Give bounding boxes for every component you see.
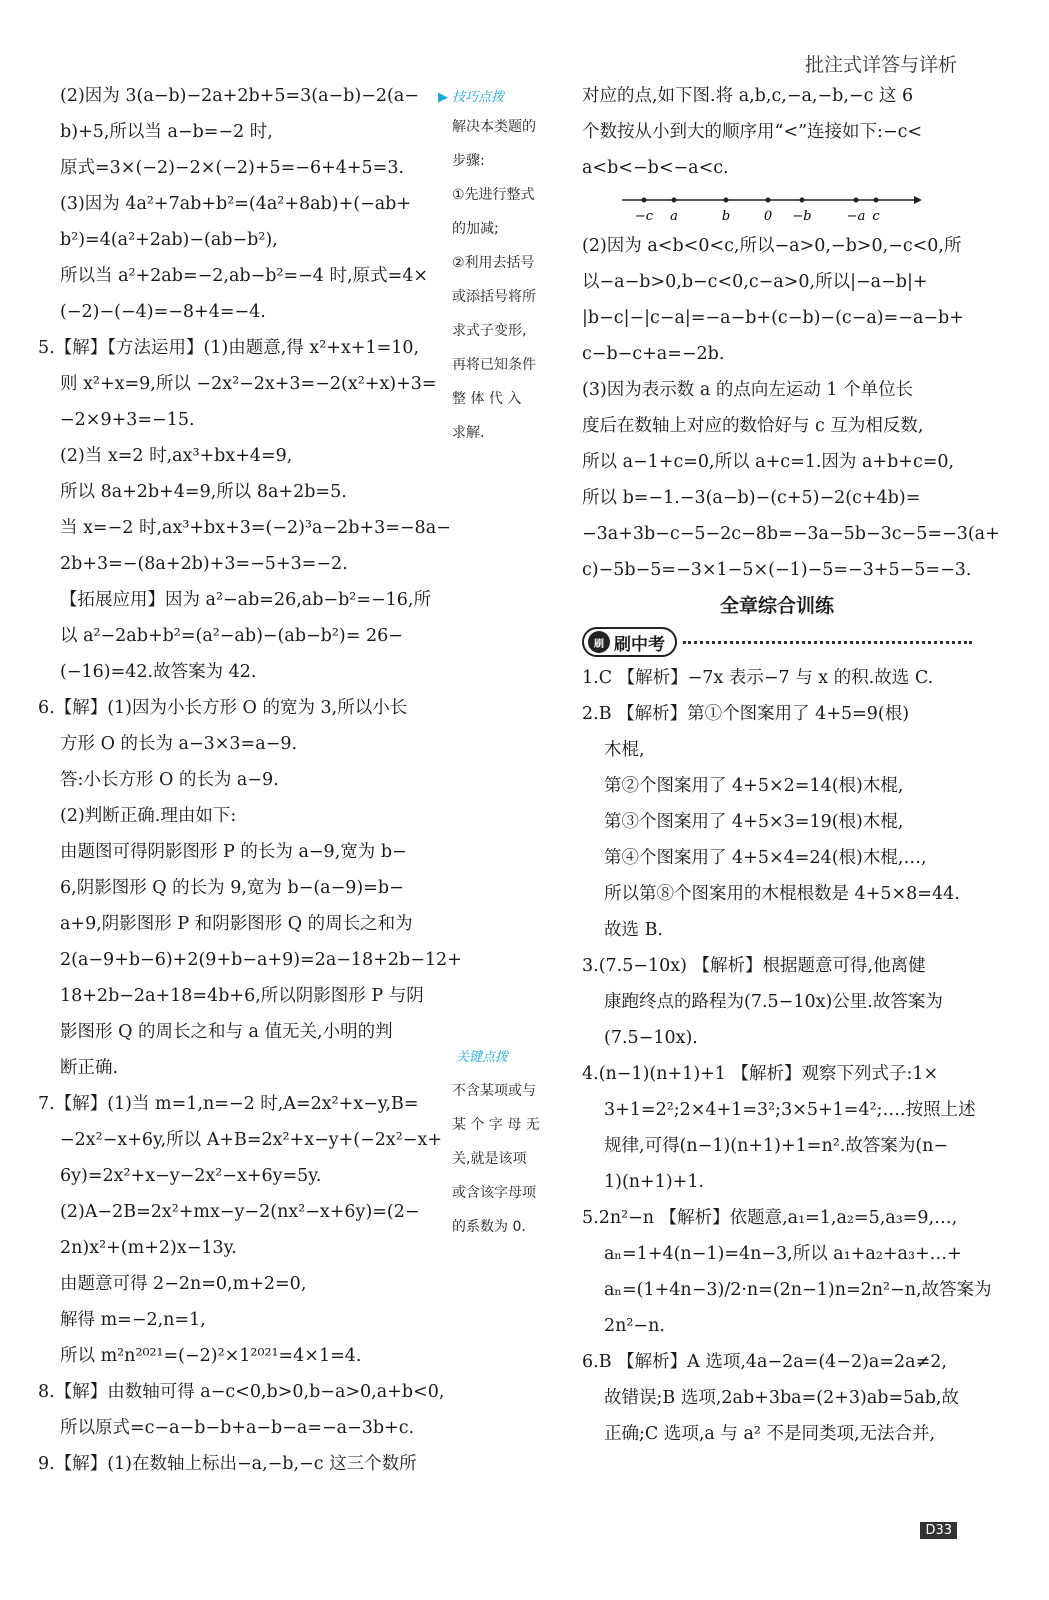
tip-tag-key: 关键点拨: [456, 1050, 509, 1065]
text-line: 6.B 【解析】A 选项,4a−2a=(4−2)a=2a≠2,: [582, 1352, 947, 1372]
section-title: 全章综合训练: [719, 595, 834, 617]
text-line: 所以 m²n²⁰²¹=(−2)²×1²⁰²¹=4×1=4.: [60, 1346, 362, 1366]
text-line: a<b<−b<−a<c.: [582, 158, 729, 178]
text-line: 以−a−b>0,b−c<0,c−a>0,所以|−a−b|+: [582, 272, 928, 292]
text-line: 所以当 a²+2ab=−2,ab−b²=−4 时,原式=4×: [60, 266, 429, 286]
side-note-line: 或含该字母项: [452, 1185, 536, 1201]
text-line: 木棍,: [604, 740, 645, 760]
text-line: (7.5−10x).: [604, 1028, 698, 1048]
text-line: 故选 B.: [604, 920, 663, 940]
number-line-label: −c: [634, 209, 654, 224]
text-line: (2)当 x=2 时,ax³+bx+4=9,: [60, 446, 293, 466]
text-line: 5.2n²−n 【解析】依题意,a₁=1,a₂=5,a₃=9,…,: [582, 1208, 958, 1228]
text-line: 2n)x²+(m+2)x−13y.: [60, 1238, 237, 1258]
text-line: 3+1=2²;2×4+1=3²;3×5+1=4²;….按照上述: [604, 1100, 976, 1120]
text-line: 5.【解】【方法运用】(1)由题意,得 x²+x+1=10,: [38, 338, 420, 358]
text-line: 6,阴影图形 Q 的长为 9,宽为 b−(a−9)=b−: [60, 878, 404, 898]
text-line: 所以 a−1+c=0,所以 a+c=1.因为 a+b+c=0,: [582, 452, 955, 472]
text-line: 第④个图案用了 4+5×4=24(根)木棍,…,: [604, 848, 927, 868]
text-line: 规律,可得(n−1)(n+1)+1=n².故答案为(n−: [604, 1136, 949, 1156]
text-line: 1)(n+1)+1.: [604, 1172, 705, 1192]
side-note-line: 解决本类题的: [452, 119, 536, 135]
text-line: 2.B 【解析】第①个图案用了 4+5=9(根): [582, 704, 910, 724]
text-line: 6.【解】(1)因为小长方形 O 的宽为 3,所以小长: [38, 698, 408, 718]
side-note-line: 不含某项或与: [452, 1083, 536, 1099]
number-line-svg: [622, 186, 922, 228]
side-note-line: ①先进行整式: [452, 187, 535, 203]
text-line: (2)判断正确.理由如下:: [60, 806, 237, 826]
text-line: (−2)−(−4)=−8+4=−4.: [60, 302, 266, 322]
text-line: 故错误;B 选项,2ab+3ba=(2+3)ab=5ab,故: [604, 1388, 959, 1408]
text-line: 当 x=−2 时,ax³+bx+3=(−2)³a−2b+3=−8a−: [60, 518, 451, 538]
number-line-point: [766, 198, 771, 203]
number-line-label: 0: [763, 209, 773, 224]
text-line: 第③个图案用了 4+5×3=19(根)木棍,: [604, 812, 904, 832]
side-note-key: [452, 1074, 540, 1244]
number-line-point: [642, 198, 647, 203]
text-line: 18+2b−2a+18=4b+6,所以阴影图形 P 与阴: [60, 986, 424, 1006]
side-note-line: 求式子变形,: [452, 323, 527, 339]
dotted-divider: [683, 641, 972, 644]
number-line-point: [724, 198, 729, 203]
text-line: (2)因为 a<b<0<c,所以−a>0,−b>0,−c<0,所: [582, 236, 962, 256]
side-note-line: 步骤:: [452, 153, 485, 169]
text-line: (3)因为 4a²+7ab+b²=(4a²+8ab)+(−ab+: [60, 194, 412, 214]
number-line-label: −a: [846, 209, 866, 224]
text-line: 3.(7.5−10x) 【解析】根据题意可得,他离健: [582, 956, 926, 976]
text-line: 所以 b=−1.−3(a−b)−(c+5)−2(c+4b)=: [582, 488, 921, 508]
number-line-label: c: [872, 209, 880, 224]
text-line: 4.(n−1)(n+1)+1 【解析】观察下列式子:1×: [582, 1064, 939, 1084]
number-line-point: [672, 198, 677, 203]
side-note-line: 关,就是该项: [452, 1151, 527, 1167]
side-note-line: 或添括号将所: [452, 289, 536, 305]
text-line: 解得 m=−2,n=1,: [60, 1310, 206, 1330]
text-line: (3)因为表示数 a 的点向左运动 1 个单位长: [582, 380, 914, 400]
text-line: 2b+3=−(8a+2b)+3=−5+3=−2.: [60, 554, 348, 574]
text-line: a+9,阴影图形 P 和阴影图形 Q 的周长之和为: [60, 914, 413, 934]
text-line: 第②个图案用了 4+5×2=14(根)木棍,: [604, 776, 904, 796]
text-line: 影图形 Q 的周长之和与 a 值无关,小明的判: [60, 1022, 393, 1042]
text-line: −2×9+3=−15.: [60, 410, 195, 430]
side-note-line: ②利用去括号: [452, 255, 535, 271]
text-line: 所以第⑧个图案用的木棍根数是 4+5×8=44.: [604, 884, 960, 904]
number-line-point: [874, 198, 879, 203]
arrow-icon: ▶: [438, 90, 448, 105]
number-line-point: [854, 198, 859, 203]
text-line: 由题图可得阴影图形 P 的长为 a−9,宽为 b−: [60, 842, 407, 862]
text-line: 由题意可得 2−2n=0,m+2=0,: [60, 1274, 307, 1294]
text-line: 9.【解】(1)在数轴上标出−a,−b,−c 这三个数所: [38, 1454, 417, 1474]
text-line: c)−5b−5=−3×1−5×(−1)−5=−3+5−5=−3.: [582, 560, 972, 580]
text-line: 正确;C 选项,a 与 a² 不是同类项,无法合并,: [604, 1424, 936, 1444]
number-line-label: −b: [792, 209, 812, 224]
text-line: b²)=4(a²+2ab)−(ab−b²),: [60, 230, 278, 250]
text-line: 8.【解】由数轴可得 a−c<0,b>0,b−a>0,a+b<0,: [38, 1382, 445, 1402]
side-note-line: 的加减;: [452, 221, 499, 237]
number-line-label: b: [721, 209, 731, 224]
brand-label: 刷中考: [614, 634, 665, 655]
text-line: −2x²−x+6y,所以 A+B=2x²+x−y+(−2x²−x+: [60, 1130, 442, 1150]
text-line: 度后在数轴上对应的数恰好与 c 互为相反数,: [582, 416, 924, 436]
text-line: 对应的点,如下图.将 a,b,c,−a,−b,−c 这 6: [582, 86, 914, 106]
page-header: 批注式详答与详析: [804, 54, 957, 76]
text-line: 则 x²+x=9,所以 −2x²−2x+3=−2(x²+x)+3=: [60, 374, 437, 394]
side-note-line: 某 个 字 母 无: [452, 1117, 540, 1133]
text-line: 2n²−n.: [604, 1316, 665, 1336]
number-line: [582, 186, 972, 228]
side-note-line: 再将已知条件: [452, 357, 536, 373]
brand-circle-icon: 刷: [588, 631, 610, 653]
text-line: (2)因为 3(a−b)−2a+2b+5=3(a−b)−2(a−: [60, 86, 419, 106]
left-column: [38, 78, 462, 1482]
text-line: aₙ=(1+4n−3)/2·n=(2n−1)n=2n²−n,故答案为: [604, 1280, 992, 1300]
text-line: 答:小长方形 O 的长为 a−9.: [60, 770, 279, 790]
text-line: 所以 8a+2b+4=9,所以 8a+2b=5.: [60, 482, 347, 502]
side-note-line: 的系数为 0.: [452, 1219, 526, 1235]
text-line: |b−c|−|c−a|=−a−b+(c−b)−(c−a)=−a−b+: [582, 308, 964, 328]
side-note-line: 求解.: [452, 425, 485, 441]
right-column: [582, 78, 1000, 1452]
text-line: 原式=3×(−2)−2×(−2)+5=−6+4+5=3.: [60, 158, 405, 178]
text-line: (−16)=42.故答案为 42.: [60, 662, 257, 682]
side-note-line: 整 体 代 入: [452, 391, 522, 407]
text-line: 7.【解】(1)当 m=1,n=−2 时,A=2x²+x−y,B=: [38, 1094, 419, 1114]
text-line: (2)A−2B=2x²+mx−y−2(nx²−x+6y)=(2−: [60, 1202, 420, 1222]
text-line: 【拓展应用】因为 a²−ab=26,ab−b²=−16,所: [60, 590, 431, 610]
text-line: 1.C 【解析】−7x 表示−7 与 x 的积.故选 C.: [582, 668, 934, 688]
text-line: b)+5,所以当 a−b=−2 时,: [60, 122, 273, 142]
side-note-skill: [452, 110, 536, 450]
text-line: 断正确.: [60, 1058, 119, 1078]
tip-tag-skill: ▶ 技巧点拨: [438, 90, 505, 105]
text-line: 以 a²−2ab+b²=(a²−ab)−(ab−b²)= 26−: [60, 626, 403, 646]
text-line: 方形 O 的长为 a−3×3=a−9.: [60, 734, 298, 754]
brand-banner: [582, 624, 972, 660]
text-line: 康跑终点的路程为(7.5−10x)公里.故答案为: [604, 992, 943, 1012]
text-line: 个数按从小到大的顺序用“<”连接如下:−c<: [582, 122, 923, 142]
text-line: aₙ=1+4(n−1)=4n−3,所以 a₁+a₂+a₃+…+: [604, 1244, 962, 1264]
text-line: 所以原式=c−a−b−b+a−b−a=−a−3b+c.: [60, 1418, 415, 1438]
text-line: 2(a−9+b−6)+2(9+b−a+9)=2a−18+2b−12+: [60, 950, 462, 970]
number-line-point: [800, 198, 805, 203]
brand-badge: [582, 627, 677, 657]
text-line: 6y)=2x²+x−y−2x²−x+6y=5y.: [60, 1166, 322, 1186]
page-number: D33: [920, 1522, 957, 1539]
text-line: c−b−c+a=−2b.: [582, 344, 725, 364]
text-line: −3a+3b−c−5−2c−8b=−3a−5b−3c−5=−3(a+: [582, 524, 1000, 544]
number-line-label: a: [670, 209, 678, 224]
